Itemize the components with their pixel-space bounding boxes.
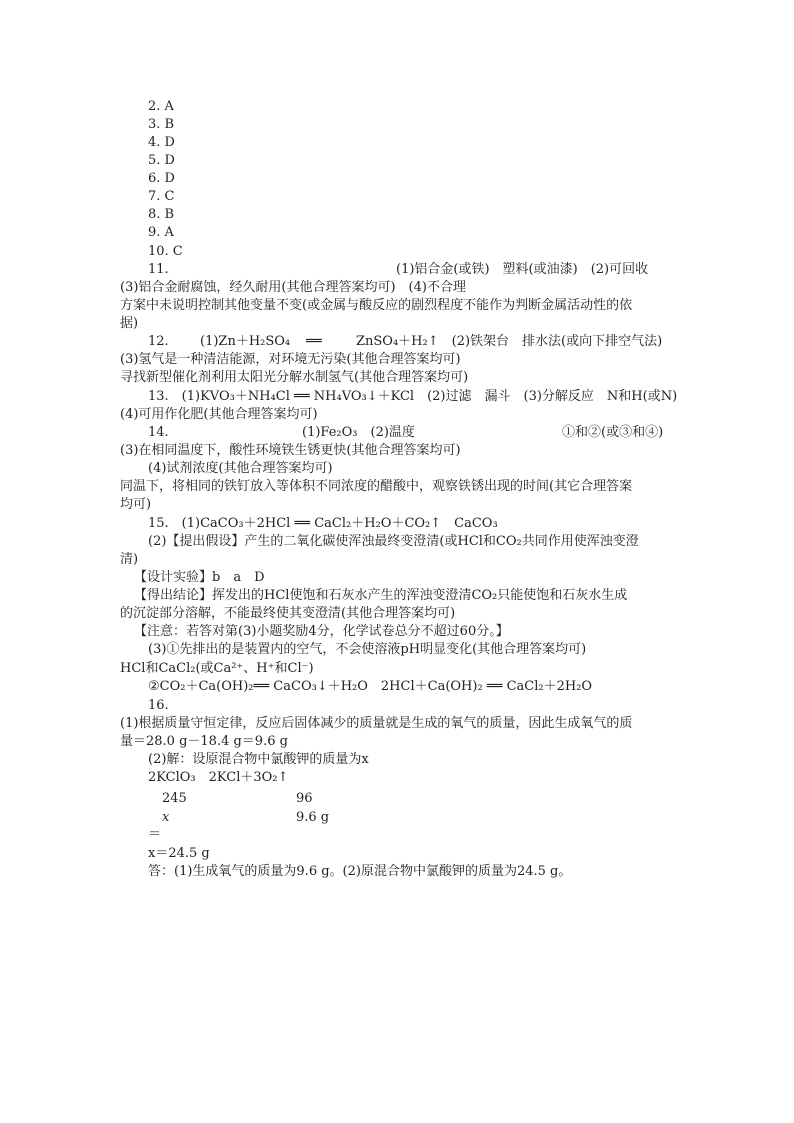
answer-6: 6. D [148, 171, 175, 186]
q14-line-4: 同温下，将相同的铁钉放入等体积不同浓度的醋酸中，观察铁锈出现的时间(其它合理答案 [120, 479, 633, 494]
answer-10: 10. C [148, 244, 183, 259]
q15-line-9: HCl和CaCl₂(或Ca²⁺、H⁺和Cl⁻) [120, 661, 314, 676]
q15-line-2: (2)【提出假设】产生的二氧化碳使浑浊最终变澄清(或HCl和CO₂共同作用使浑浊变澄 [148, 534, 639, 549]
q12-equals: ══ [306, 334, 322, 349]
q12-reactants: (1)Zn＋H₂SO₄ [200, 334, 291, 349]
answer-2: 2. A [148, 99, 174, 114]
answer-4: 4. D [148, 135, 175, 150]
q15-note: 【注意：若答对第(3)小题奖励4分，化学试卷总分不超过60分。】 [134, 624, 509, 639]
q14-line-1a: (1)Fe₂O₃ (2)温度 [302, 425, 415, 440]
q14-number: 14. [148, 425, 169, 440]
q11-line-2: (3)铝合金耐腐蚀，经久耐用(其他合理答案均可) (4)不合理 [120, 280, 466, 295]
q16-ratio-2b: 9.6 g [296, 810, 330, 825]
q11-number: 11. [148, 262, 169, 277]
q16-ratio-1a: 245 [162, 791, 187, 806]
q14-line-1b: ①和②(或③和④) [562, 425, 664, 440]
q16-line-1: (1)根据质量守恒定律，反应后固体减少的质量就是生成的氧气的质量，因此生成氧气的质 [120, 716, 633, 731]
q16-line-3: (2)解：设原混合物中氯酸钾的质量为x [148, 752, 369, 767]
answer-9: 9. A [148, 225, 174, 240]
q16-equals: ＝ [148, 827, 162, 842]
answer-7: 7. C [148, 189, 175, 204]
q12-line-2: (3)氢气是一种清洁能源，对环境无污染(其他合理答案均可) [120, 352, 461, 367]
q16-equation: 2KClO₃ 2KCl＋3O₂↑ [148, 770, 289, 785]
q13-line-1: 13. (1)KVO₃＋NH₄Cl ══ NH₄VO₃↓＋KCl (2)过滤 漏斗 (3)分解反应 N和H(或N) [148, 389, 678, 404]
q14-line-3: (4)试剂浓度(其他合理答案均可) [148, 461, 333, 476]
q11-line-1: (1)铝合金(或铁) 塑料(或油漆) (2)可回收 [396, 262, 649, 277]
q13-line-2: (4)可用作化肥(其他合理答案均可) [120, 407, 318, 422]
q16-ratio-2a: x [162, 810, 170, 825]
q15-line-4: 【设计实验】b a D [134, 570, 265, 585]
answer-3: 3. B [148, 117, 175, 132]
q15-line-6: 的沉淀部分溶解，不能最终使其变澄清(其他合理答案均可) [120, 606, 456, 621]
q16-answer: 答：(1)生成氧气的质量为9.6 g。(2)原混合物中氯酸钾的质量为24.5 g。 [148, 864, 572, 879]
q14-line-2: (3)在相同温度下，酸性环境铁生锈更快(其他合理答案均可) [120, 443, 461, 458]
q11-line-3: 方案中未说明控制其他变量不变(或金属与酸反应的剧烈程度不能作为判断金属活动性的依 [120, 298, 633, 313]
q12-products: ZnSO₄＋H₂↑ (2)铁架台 排水法(或向下排空气法) [356, 334, 663, 349]
q15-line-5: 【得出结论】挥发出的HCl使饱和石灰水产生的浑浊变澄清CO₂只能使饱和石灰水生成 [134, 588, 628, 603]
q15-line-3: 清) [120, 552, 139, 567]
q15-line-1: 15. (1)CaCO₃＋2HCl ══ CaCl₂＋H₂O＋CO₂↑ CaCO₃ [148, 516, 498, 531]
q12-line-3: 寻找新型催化剂利用太阳光分解水制氢气(其他合理答案均可) [120, 370, 469, 385]
q15-line-10: ②CO₂＋Ca(OH)₂══ CaCO₃↓＋H₂O 2HCl＋Ca(OH)₂ ══ CaCl₂＋2H₂O [148, 679, 593, 694]
q16-line-2: 量＝28.0 g－18.4 g＝9.6 g [120, 734, 288, 749]
q15-line-8: (3)①先排出的是装置内的空气，不会使溶液pH明显变化(其他合理答案均可) [148, 642, 587, 657]
q16-result: x＝24.5 g [148, 846, 210, 861]
answer-8: 8. B [148, 207, 175, 222]
q11-line-4: 据) [120, 316, 139, 331]
q12-number: 12. [148, 334, 169, 349]
q16-number: 16. [148, 698, 169, 713]
q16-ratio-1b: 96 [296, 791, 313, 806]
answer-5: 5. D [148, 153, 175, 168]
q14-line-5: 均可) [120, 497, 152, 512]
